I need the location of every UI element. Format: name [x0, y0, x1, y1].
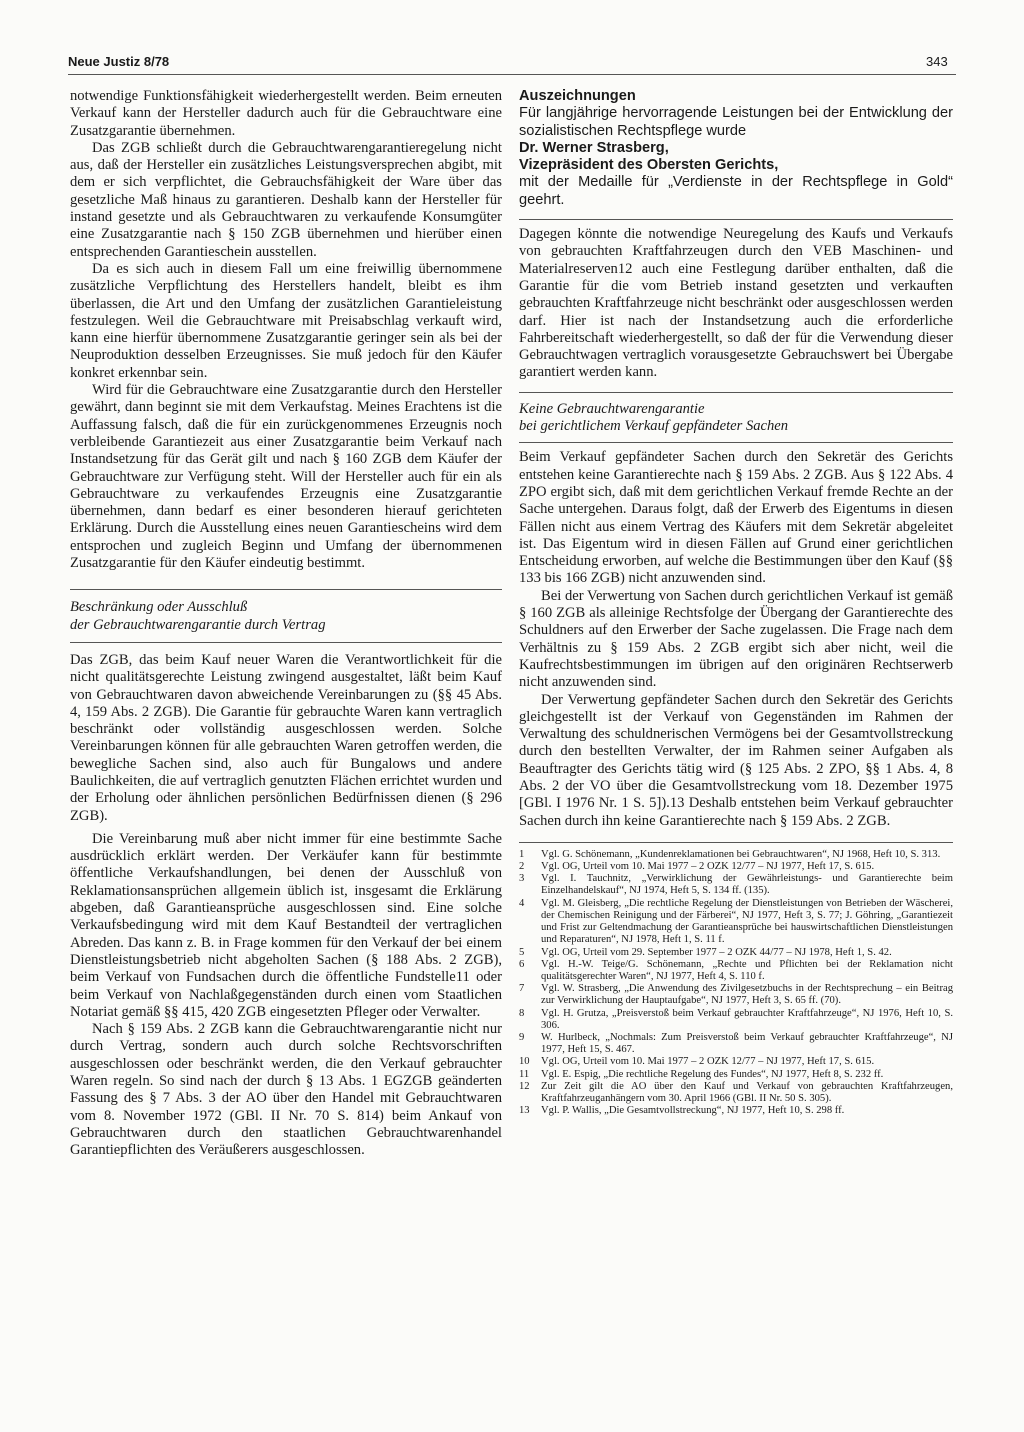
footnote — [519, 983, 953, 1007]
footnote-text: Vgl. M. Gleisberg, „Die rechtliche Regelung der Dienstleistungen von Betrieben der Wäscherei, der Chemischen Reinigung und der Färberei“, NJ 1977, Heft 3, S. 77; J. Göhring, „Garantiezeit und Frist zur Geltendmachung der Garantieansprüche bei hauswirtschaftlichen Dienstleistungen und Reparaturen“, NJ 1978, Heft 1, S. 11 f. — [541, 897, 953, 946]
footnote-number: 13 — [519, 1105, 530, 1117]
footnote — [519, 1056, 953, 1068]
footnote — [519, 1081, 953, 1105]
footnote-text: Vgl. OG, Urteil vom 10. Mai 1977 – 2 OZK 12/77 – NJ 1977, Heft 17, S. 615. — [541, 1056, 875, 1068]
header-divider — [68, 74, 956, 75]
footnote-number: 6 — [519, 958, 525, 970]
footnote — [519, 898, 953, 947]
award-outro: mit der Medaille für „Verdienste in der Rechtspflege in Gold“ geehrt. — [519, 174, 953, 208]
footnote-number: 10 — [519, 1056, 530, 1068]
footnote-number: 12 — [519, 1080, 530, 1092]
paragraph: Das ZGB schließt durch die Gebrauchtwarengarantieregelung nicht aus, daß der Hersteller ein zusätzliches Leistungsversprechen abgibt, mit dem er sich verpflichtet, die Gebrauchsfähigkeit der Ware über das gesetzliche Maß hinaus zu garantieren. Deshalb kann der Hersteller für instand gesetzte und als Gebrauchtwaren zu verkaufende Konsumgüter eine Zusatzgarantie nach § 150 ZGB übernehmen und hierüber einen entsprechenden Garantieschein ausstellen. — [70, 139, 502, 260]
footnote-text: Vgl. H.-W. Teige/G. Schönemann, „Rechte und Pflichten bei der Reklamation nicht qualitätsgerechter Waren“, NJ 1977, Heft 4, S. 110 f. — [541, 958, 953, 982]
footnote-text: Vgl. P. Wallis, „Die Gesamtvollstreckung“, NJ 1977, Heft 10, S. 298 ff. — [541, 1105, 845, 1117]
section-heading-line: Keine Gebrauchtwarengarantie — [519, 400, 705, 417]
footnote — [519, 873, 953, 897]
paragraph: Das ZGB, das beim Kauf neuer Waren die Verantwortlichkeit für die nicht qualitätsgerechte Leistung zwingend ausgestaltet, läßt beim Kauf von Gebrauchtwaren davon abweichende Vereinbarungen zu (§§ 45 Abs. 4, 159 Abs. 2 ZGB). Die Garantie für gebrauchte Waren kann vertraglich beschränkt oder vollständig ausgeschlossen werden. Solche Vereinbarungen können für alle gebrauchten Waren getroffen werden, die bewegliche Sachen sind, also auch für Bungalows und andere Baulichkeiten, die auf vertraglich genutzten Flächen errichtet wurden und der Erholung oder ähnlichen persönlichen Bedürfnissen dienen (§ 296 ZGB). — [70, 651, 502, 824]
footnote — [519, 849, 953, 861]
paragraph: Wird für die Gebrauchtware eine Zusatzgarantie durch den Hersteller gewährt, dann beginnt sie mit dem Verkaufstag. Meines Erachtens ist die Auffassung falsch, daß die für ein zurückgenommenes Erzeugnis noch verbleibende Garantiezeit aus einer Zusatzgarantie beim Verkauf nach Instandsetzung für das Gerät gilt und nach § 160 ZGB dem Käufer der Gebrauchtware zur Verfügung steht. Will der Hersteller auch für ein als Gebrauchtware zu verkaufendes Erzeugnis eine Zusatzgarantie übernehmen, dann bedarf es einer besonderen hierauf gerichteten Erklärung. Durch die Ausstellung eines neuen Garantiescheins wird dem entsprochen und zugleich Beginn und Umfang der übernommenen Zusatzgarantie für den Käufer eindeutig bestimmt. — [70, 382, 502, 572]
award-recipient-position: Vizepräsident des Obersten Gerichts, — [519, 157, 779, 174]
paragraph: Beim Verkauf gepfändeter Sachen durch den Sekretär des Gerichts entstehen keine Garantierechte nach § 159 Abs. 2 ZGB. Aus § 122 Abs. 4 ZPO ergibt sich, daß mit dem gerichtlichen Verkauf fremde Rechte an der Sache untergehen. Daraus folgt, daß der Erwerb des Eigentums in diesen Fällen nicht aus einem Vertrag des Käufers mit dem Sekretär abgeleitet ist. Das Eigentum wird in diesen Fällen auf Grund einer gerichtlichen Entscheidung erworben, auf welche die Bestimmungen über den Kauf (§§ 133 bis 166 ZGB) nicht anzuwenden sind. — [519, 449, 953, 587]
footnote-text: Vgl. W. Strasberg, „Die Anwendung des Zivilgesetzbuchs in der Rechtsprechung – ein Beitrag zur Verwirklichung der Hauptaufgabe“, NJ 1977, Heft 3, S. 65 ff. (70). — [541, 983, 953, 1007]
award-recipient-name: Dr. Werner Strasberg, — [519, 139, 669, 156]
footnote — [519, 1105, 953, 1117]
footnote-number: 8 — [519, 1007, 525, 1019]
footnote — [519, 861, 953, 873]
paragraph: Bei der Verwertung von Sachen durch gerichtlichen Verkauf ist gemäß § 160 ZGB als alleinige Rechtsfolge der Übergang der Garantierechte des Schuldners auf den Erwerber der Sache zugelassen. Die Frage nach dem Verhältnis zu § 159 Abs. 2 ZGB ergibt sich aber nicht, weil die Kaufrechtsbestimmungen im übrigen auf den originären Rechtserwerb nicht anzuwenden sind. — [519, 587, 953, 691]
award-intro: Für langjährige hervorragende Leistungen bei der Entwicklung der sozialistischen Rechtspflege wurde — [519, 105, 953, 139]
footnote — [519, 1008, 953, 1032]
paragraph: Da es sich auch in diesem Fall um eine freiwillig übernommene zusätzliche Verpflichtung des Herstellers handelt, bleibt es ihm überlassen, die Art und den Umfang der zusätzlichen Garantieleistung festzulegen. Weil die Gebrauchtware mit Preisabschlag verkauft wird, kann eine hierfür übernommene Zusatzgarantie geringer sein als bei der Neuproduktion desselben Erzeugnisses. Sie muß jedoch für den Käufer konkret erkennbar sein. — [70, 260, 502, 381]
footnote — [519, 947, 953, 959]
footnote-text: W. Hurlbeck, „Nochmals: Zum Preisverstoß beim Verkauf gebrauchter Kraftfahrzeuge“, NJ 1977, Heft 15, S. 467. — [541, 1031, 953, 1056]
footnote-number: 5 — [519, 946, 525, 958]
footnote-number: 1 — [519, 848, 525, 860]
footnote-number: 11 — [519, 1068, 530, 1080]
footnote-text: Vgl. I. Tauchnitz, „Verwirklichung der Gewährleistungs- und Garantierechte beim Einzelhandelskauf“, NJ 1974, Heft 5, S. 134 ff. (135). — [541, 873, 953, 897]
section-heading-line: Beschränkung oder Ausschluß — [70, 599, 248, 616]
paragraph: Die Vereinbarung muß aber nicht immer für eine bestimmte Sache ausdrücklich erklärt werden. Der Verkäufer kann für bestimmte öffentliche Verkaufshandlungen, bei denen der Ausschluß von Reklamationsansprüchen allgemein üblich ist, insgesamt die Erklärung abgeben, daß Garantieansprüche ausgeschlossen sind. Eine solche Verkaufsbedingung wird mit dem Kauf Bestandteil der vertraglichen Abreden. Das kann z. B. in Frage kommen für den Verkauf der bei einem Dienstleistungsbetrieb nicht abgeholten Sachen (§ 188 Abs. 2 ZGB), beim Verkauf von Fundsachen durch die öffentliche Fundstelle11 oder beim Verkauf von Nachlaßgegenständen durch einen vom Staatlichen Notariat gemäß §§ 415, 420 ZGB eingesetzten Pfleger oder Verwalter. — [70, 830, 502, 1020]
footnote-text: Vgl. H. Grutza, „Preisverstoß beim Verkauf gebrauchter Kraftfahrzeuge“, NJ 1976, Heft 10, S. 306. — [541, 1007, 953, 1031]
footnote — [519, 1032, 953, 1056]
section-heading-line: der Gebrauchtwarengarantie durch Vertrag — [70, 616, 326, 633]
section-heading-line: bei gerichtlichem Verkauf gepfändeter Sachen — [519, 418, 789, 435]
paragraph: notwendige Funktionsfähigkeit wiederhergestellt werden. Beim erneuten Verkauf kann der Hersteller dadurch auch für die Gebrauchtware eine Zusatzgarantie übernehmen. — [70, 88, 502, 139]
award-title: Auszeichnungen — [519, 88, 636, 104]
page-number: 343 — [926, 54, 948, 69]
footnote-text: Vgl. G. Schönemann, „Kundenreklamationen bei Gebrauchtwaren“, NJ 1968, Heft 10, S. 313. — [541, 848, 941, 860]
footnote-text: Vgl. OG, Urteil vom 29. September 1977 – 2 OZK 44/77 – NJ 1978, Heft 1, S. 42. — [541, 946, 892, 958]
footnote-number: 9 — [519, 1031, 525, 1043]
right-column — [519, 88, 953, 1117]
footnote-text: Vgl. E. Espig, „Die rechtliche Regelung des Fundes“, NJ 1977, Heft 8, S. 232 ff. — [541, 1068, 884, 1080]
journal-header: Neue Justiz 8/78 — [68, 54, 170, 69]
left-column — [70, 88, 502, 1160]
paragraph: Dagegen könnte die notwendige Neuregelung des Kaufs und Verkaufs von gebrauchten Kraftfahrzeugen durch den VEB Maschinen- und Materialreserven12 auch eine Festlegung darüber enthalten, daß die Garantie für die vom Betrieb instand gesetzten und verkauften gebrauchten Kraftfahrzeuge nicht beschränkt oder ausgeschlossen werden darf. Hier ist nach der Instandsetzung auch die erforderliche Fahrbereitschaft wiederhergestellt, so daß der für die Verwendung dieser Gebrauchtwagen vertraglich vorausgesetzte Gebrauchswert bei Übergabe garantiert werden kann. — [519, 226, 953, 381]
footnote-number: 3 — [519, 873, 525, 885]
footnote — [519, 959, 953, 983]
footnote-text: Zur Zeit gilt die AO über den Kauf und Verkauf von gebrauchten Kraftfahrzeugen, Kraftfahrzeuganhängern vom 30. April 1966 (GBl. II Nr. 50 S. 305). — [541, 1080, 953, 1104]
footnote-number: 2 — [519, 861, 525, 873]
footnote — [519, 1069, 953, 1081]
paragraph: Nach § 159 Abs. 2 ZGB kann die Gebrauchtwarengarantie nicht nur durch Vertrag, sondern auch durch solche Rechtsvorschriften ausgeschlossen oder beschränkt werden, die den Verkauf gebrauchter Waren regeln. So sind nach der durch § 13 Abs. 1 EGZGB geänderten Fassung des § 7 Abs. 3 der AO über den Handel mit Gebrauchtwaren vom 8. November 1972 (GBl. II Nr. 70 S. 814) beim Ankauf von Gebrauchtwaren durch den staatlichen Gebrauchtwarenhandel Garantiepflichten des Veräußerers ausgeschlossen. — [70, 1021, 502, 1159]
footnote-number: 7 — [519, 983, 525, 995]
paragraph: Der Verwertung gepfändeter Sachen durch den Sekretär des Gerichts gleichgestellt ist der Verkauf von Gegenständen im Rahmen der Verwaltung des schuldnerischen Vermögens bei der Gesamtvollstreckung durch den bestellten Verwalter, der im Rahmen seiner Aufgaben als Beauftragter des Gerichts tätig wird (§ 125 Abs. 2 ZPO, §§ 1 Abs. 4, 8 Abs. 2 der VO über die Gesamtvollstreckung vom 18. Dezember 1975 [GBl. I 1976 Nr. 1 S. 5]).13 Deshalb entstehen beim Verkauf gebrauchter Sachen durch ihn keine Garantierechte nach § 159 Abs. 2 ZGB. — [519, 691, 953, 829]
footnote-text: Vgl. OG, Urteil vom 10. Mai 1977 – 2 OZK 12/77 – NJ 1977, Heft 17, S. 615. — [541, 861, 875, 873]
award-box — [519, 88, 953, 209]
footnote-number: 4 — [519, 897, 525, 909]
footnotes — [519, 849, 953, 1117]
